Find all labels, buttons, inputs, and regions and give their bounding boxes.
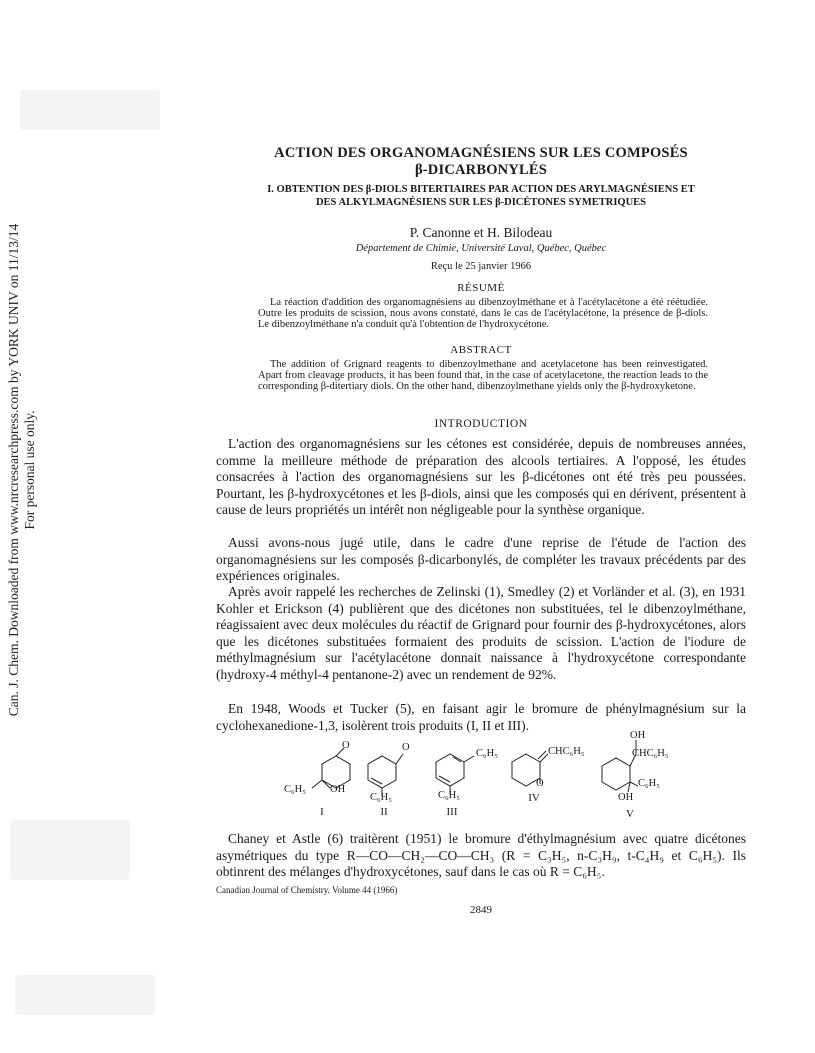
structure-V-oh-top: OH [630, 730, 646, 741]
abstract-text: The addition of Grignard reagents to dibenzoylmethane and acetylacetone has been reinvestigated. Apart from cleavage products, it has been found that, in the case of acetylacetone, the reaction leads to the corresponding β-ditertiary diols. On the other hand, dibenzoylmethane yields only the β-hydroxyketone. [258, 359, 708, 392]
bond-V-phenyl [630, 782, 638, 786]
structure-IV-exocyclic: CHC₆H₅ [548, 746, 585, 757]
structure-V-label: V [626, 808, 634, 820]
watermark-line-1: Can. J. Chem. Downloaded from www.nrcresearchpress.com by YORK UNIV on 11/13/14 [6, 223, 21, 717]
chemical-structures-figure [270, 732, 740, 824]
affiliation: Département de Chimie, Université Laval, Québec, Québec [355, 243, 607, 254]
intro-paragraph-3: Après avoir rappelé les recherches de Zelinski (1), Smedley (2) et Vorländer et al. (3), en 1931 Kohler et Erickson (4) publièrent que des dicétones non substituées, tel le dibenzoylméthane, réagissaient avec deux molécules du réactif de Grignard pour fournir des β-hydroxycétones, alors que les dicétones substituées formaient des produits de scission. L'action de l'iodure de méthylmagnésium sur l'acétylacétone donnait naissance à l'hydroxycétone correspondante (hydroxy-4 méthyl-4 pentanone-2) avec un rendement de 92%. [216, 584, 746, 682]
resume-text: La réaction d'addition des organomagnésiens au dibenzoylméthane et à l'acétylacétone a été réétudiée. Outre les produits de scission, nous avons constaté, dans le cas de l'acétylacétone, la présence de β-diols. Le dibenzoylméthane n'a conduit qu'à l'obtention de l'hydroxycétone. [258, 297, 708, 330]
watermark-line-2: For personal use only. [22, 410, 37, 530]
subtitle-line-1: I. OBTENTION DES β-DIOLS BITERTIAIRES PAR ACTION DES ARYLMAGNÉSIENS ET [267, 184, 695, 195]
received-date: Reçu le 25 janvier 1966 [430, 261, 532, 272]
introduction-heading: INTRODUCTION [434, 418, 528, 430]
intro-paragraph-4: En 1948, Woods et Tucker (5), en faisant agir le bromure de phénylmagnésium sur la cyclohexanedione-1,3, isolèrent trois produits (I, II et III). [216, 701, 746, 733]
download-watermark-sidebar [0, 223, 46, 717]
authors: P. Canonne et H. Bilodeau [409, 225, 553, 240]
ring-V [602, 758, 630, 790]
title-line-1: ACTION DES ORGANOMAGNÉSIENS SUR LES COMPOSÉS [274, 145, 688, 161]
structure-I-carbonyl-o: O [342, 740, 350, 751]
structure-I-phenyl: C₆H₅ [284, 784, 306, 795]
structure-II-carbonyl-o: O [402, 742, 410, 753]
article-subtitle [216, 183, 746, 209]
ring-II [368, 756, 396, 788]
structure-I-label: I [320, 806, 324, 818]
structure-III-label: III [446, 806, 458, 818]
bond-II-carbonyl [396, 754, 403, 764]
structure-II-phenyl: C₆H₅ [370, 792, 392, 803]
structure-IV-label: IV [528, 792, 540, 804]
structure-I-hydroxyl: OH [330, 784, 346, 795]
scan-smudge [15, 975, 155, 1015]
journal-citation: Canadian Journal of Chemistry. Volume 44 (1966) [216, 885, 398, 895]
structure-III-phenyl-bottom: C₆H₅ [438, 790, 460, 801]
structure-V-oh-bottom: OH [618, 792, 634, 803]
intro-paragraph-2: Aussi avons-nous jugé utile, dans le cadre d'une reprise de l'étude de l'action des organomagnésiens sur les composés β-dicarbonylés, de compléter les travaux précédents par des expériences originales. [216, 535, 746, 583]
bond-III-phenyl-top [464, 756, 474, 762]
title-line-2: β-DICARBONYLÉS [414, 162, 548, 178]
abstract-heading: ABSTRACT [450, 344, 512, 356]
scan-smudge [20, 90, 160, 130]
resume-heading: RÉSUMÉ [457, 282, 505, 294]
structure-IV-carbonyl-o: O [536, 778, 544, 789]
structure-drawings [270, 732, 740, 824]
scan-smudge [10, 820, 130, 880]
intro-paragraph-1: L'action des organomagnésiens sur les cétones est considérée, depuis de nombreuses années, comme la meilleure méthode de préparation des alcools tertiaires. A l'opposé, les études consacrées à l'action des organomagnésiens sur les β-dicétones ont été très peu poussées. Pourtant, les β-hydroxycétones et les β-diols, ainsi que les composés qui en dérivent, présentent à cause de leurs propriétés un intérêt non négligeable pour la synthèse organique. [216, 436, 746, 517]
article-title [216, 145, 746, 179]
structure-V-phenyl: C₆H₅ [638, 778, 660, 789]
subtitle-line-2: DES ALKYLMAGNÉSIENS SUR LES β-DICÉTONES SYMETRIQUES [315, 197, 647, 208]
ring-III [436, 754, 464, 786]
structure-V-side-chain: CHC₆H₅ [632, 748, 669, 759]
structure-II-label: II [380, 806, 388, 818]
structure-III-phenyl-top: C₆H₅ [476, 748, 498, 759]
page-number: 2849 [470, 904, 492, 916]
download-watermark-text [6, 224, 38, 716]
intro-paragraph-5: Chaney et Astle (6) traitèrent (1951) le bromure d'éthylmagnésium avec quatre dicétones asymétriques du type R—CO—CH₂—CO—CH₃ (R = C₃H₅, n-C₃H₉, t-C₄H₉ et C₆H₅). Ils obtinrent des mélanges d'hydroxycétones, sauf dans le cas où R = C₆H₅. [216, 831, 746, 879]
bond-I-phenyl [312, 780, 322, 788]
